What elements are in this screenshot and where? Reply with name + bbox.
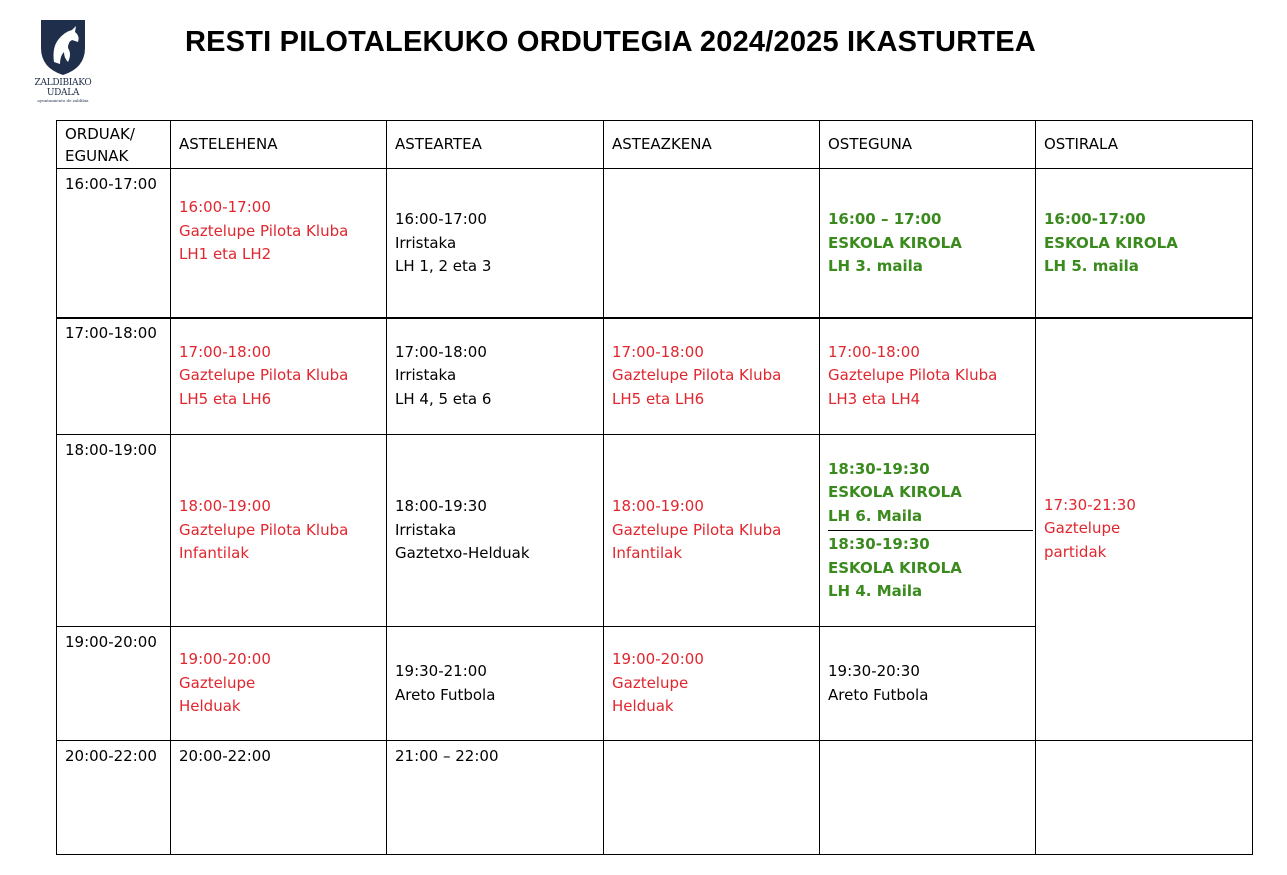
slot-time: 19:00-20:00 xyxy=(612,650,704,669)
time-slot-16-17 xyxy=(56,168,171,319)
slot-time: 17:00-18:00 xyxy=(395,342,487,361)
slot-time: 18:00-19:00 xyxy=(612,497,704,516)
slot-group: LH 1, 2 eta 3 xyxy=(395,257,492,276)
slot-group: Infantilak xyxy=(179,544,250,563)
day-header-thursday xyxy=(819,120,1036,169)
slot-mon-20 xyxy=(170,740,387,855)
day-label: ASTEAZKENA xyxy=(612,134,712,153)
schedule-table xyxy=(57,121,1254,856)
horse-shield-icon xyxy=(38,18,88,76)
slot-activity: ESKOLA KIROLA xyxy=(1044,233,1178,252)
slot-group: partidak xyxy=(1044,542,1107,561)
time-label: 17:00-18:00 xyxy=(65,324,157,342)
slot-time: 18:00-19:30 xyxy=(395,497,487,516)
page-title: RESTI PILOTALEKUKO ORDUTEGIA 2024/2025 IKASTURTEA xyxy=(185,26,1036,58)
slot-thu-16 xyxy=(819,168,1036,319)
slot-group: LH 3. maila xyxy=(828,257,923,276)
time-slot-19-20 xyxy=(56,626,171,741)
slot-group: LH 5. maila xyxy=(1044,257,1139,276)
slot-fri-20-empty xyxy=(1035,740,1253,855)
slot-time: 18:00-19:00 xyxy=(179,497,271,516)
slot-fri-17-merged xyxy=(1035,317,1253,741)
slot-time: 21:00 – 22:00 xyxy=(395,747,499,765)
slot-time: 20:00-22:00 xyxy=(179,747,271,765)
slot-time: 19:30-21:00 xyxy=(395,662,487,680)
slot-thu-19 xyxy=(819,626,1036,741)
slot-time: 16:00-17:00 xyxy=(179,198,271,217)
slot-mon-17 xyxy=(170,317,387,435)
slot-tue-21 xyxy=(386,740,604,855)
time-label: 16:00-17:00 xyxy=(65,175,157,193)
slot-time-b: 18:30-19:30 xyxy=(828,535,930,553)
slot-group: LH 4, 5 eta 6 xyxy=(395,389,492,408)
slot-group: Infantilak xyxy=(612,544,683,563)
slot-wed-16-empty xyxy=(603,168,820,319)
slot-group-a: LH 6. Maila xyxy=(828,506,923,525)
slot-tue-16 xyxy=(386,168,604,319)
slot-activity: Gaztelupe xyxy=(612,673,689,692)
slot-activity: Irristaka xyxy=(395,366,457,385)
slot-wed-20-empty xyxy=(603,740,820,855)
time-slot-18-19 xyxy=(56,434,171,627)
slot-mon-16 xyxy=(170,168,387,319)
time-label: 19:00-20:00 xyxy=(65,633,157,651)
slot-time: 16:00 – 17:00 xyxy=(828,210,942,229)
slot-activity: Gaztelupe Pilota Kluba xyxy=(612,366,782,385)
day-header-monday xyxy=(170,120,387,169)
day-label: ASTELEHENA xyxy=(179,134,278,153)
slot-time: 16:00-17:00 xyxy=(1044,210,1146,229)
slot-group-b: LH 4. Maila xyxy=(828,582,923,600)
day-header-wednesday xyxy=(603,120,820,169)
logo-line-3: ayuntamiento de zaldibia xyxy=(37,98,89,103)
slot-activity: Areto Futbola xyxy=(828,685,929,704)
day-label: OSTEGUNA xyxy=(828,134,913,153)
slot-thu-18 xyxy=(819,434,1036,627)
slot-tue-19 xyxy=(386,626,604,741)
slot-activity-a: ESKOLA KIROLA xyxy=(828,483,962,501)
slot-time: 17:00-18:00 xyxy=(179,342,271,361)
slot-group: Helduak xyxy=(179,697,241,716)
slot-wed-18 xyxy=(603,434,820,627)
slot-wed-17 xyxy=(603,317,820,435)
time-slot-17-18 xyxy=(56,317,171,435)
slot-mon-18 xyxy=(170,434,387,627)
slot-divider xyxy=(828,530,1033,531)
day-header-tuesday xyxy=(386,120,604,169)
corner-header xyxy=(56,120,171,169)
slot-activity: Areto Futbola xyxy=(395,685,496,704)
slot-time: 16:00-17:00 xyxy=(395,210,487,229)
day-header-friday xyxy=(1035,120,1253,169)
time-label: 18:00-19:00 xyxy=(65,441,157,459)
slot-time-a: 18:30-19:30 xyxy=(828,459,930,478)
slot-group: LH1 eta LH2 xyxy=(179,245,272,264)
slot-activity: Gaztelupe Pilota Kluba xyxy=(612,520,782,539)
slot-time: 19:00-20:00 xyxy=(179,650,271,669)
time-label: 20:00-22:00 xyxy=(65,747,157,765)
slot-thu-20-empty xyxy=(819,740,1036,855)
slot-activity: ESKOLA KIROLA xyxy=(828,233,962,252)
slot-activity: Gaztelupe Pilota Kluba xyxy=(179,221,349,240)
municipality-logo xyxy=(30,18,96,114)
slot-group: LH5 eta LH6 xyxy=(612,389,705,408)
slot-tue-18 xyxy=(386,434,604,627)
slot-tue-17 xyxy=(386,317,604,435)
slot-group: LH3 eta LH4 xyxy=(828,389,921,408)
corner-line-1: ORDUAK/ xyxy=(65,125,135,143)
slot-activity: Gaztelupe Pilota Kluba xyxy=(179,366,349,385)
slot-activity: Gaztelupe Pilota Kluba xyxy=(179,520,349,539)
slot-group: Helduak xyxy=(612,697,674,716)
slot-activity: Gaztelupe xyxy=(1044,519,1121,538)
slot-time: 17:00-18:00 xyxy=(612,342,704,361)
slot-mon-19 xyxy=(170,626,387,741)
slot-group: Gaztetxo-Helduak xyxy=(395,544,530,563)
slot-group: LH5 eta LH6 xyxy=(179,389,272,408)
logo-line-2: UDALA xyxy=(46,88,80,98)
slot-activity-b: ESKOLA KIROLA xyxy=(828,558,962,577)
slot-activity: Gaztelupe Pilota Kluba xyxy=(828,366,998,385)
corner-line-2: EGUNAK xyxy=(65,147,129,165)
slot-time: 19:30-20:30 xyxy=(828,662,920,680)
day-label: OSTIRALA xyxy=(1044,134,1118,153)
slot-time: 17:30-21:30 xyxy=(1044,495,1136,514)
slot-time: 17:00-18:00 xyxy=(828,342,920,361)
logo-line-1: ZALDIBIAKO xyxy=(34,78,92,88)
slot-activity: Irristaka xyxy=(395,520,457,539)
day-label: ASTEARTEA xyxy=(395,134,482,153)
slot-thu-17 xyxy=(819,317,1036,435)
slot-wed-19 xyxy=(603,626,820,741)
slot-fri-16 xyxy=(1035,168,1253,319)
slot-activity: Gaztelupe xyxy=(179,673,256,692)
time-slot-20-22 xyxy=(56,740,171,855)
slot-activity: Irristaka xyxy=(395,233,457,252)
